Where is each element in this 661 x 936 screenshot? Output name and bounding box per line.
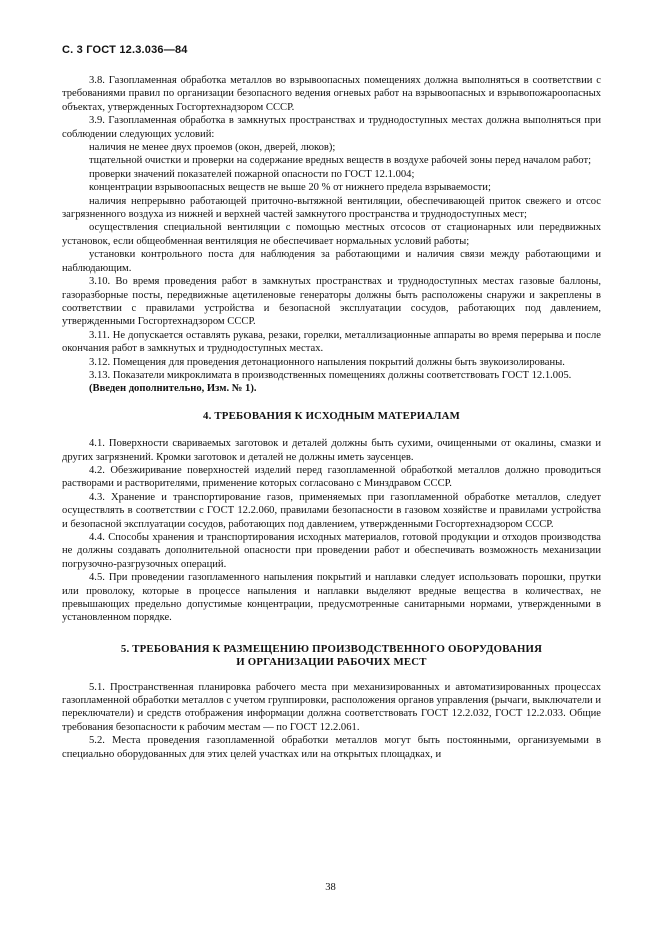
paragraph-4-1: 4.1. Поверхности свариваемых заготовок и деталей должны быть сухими, очищенными от окалины, смазки и других загрязнений. Кромки заготовок и деталей не должны иметь заусенцев. xyxy=(62,438,601,463)
spacer xyxy=(62,625,601,643)
list-item: наличия не менее двух проемов (окон, дверей, люков); xyxy=(89,142,336,154)
list-item: установки контрольного поста для наблюдения за работающими и наличия связи между работающими и наблюдающим. xyxy=(62,249,601,274)
paragraph-3-12: 3.12. Помещения для проведения детонационного напыления покрытий должны быть звукоизолированы. xyxy=(89,356,565,368)
list-item: наличия непрерывно работающей приточно-вытяжной вентиляции, обеспечивающей приток свежего и отсос загрязненного воздуха из нижней и верхней частей замкнутого пространства и труднодоступных мест; xyxy=(62,195,601,221)
paragraph-5-2: 5.2. Места проведения газопламенной обработки металлов могут быть постоянными, организуемыми в специально оборудованных для этих целей участках или на открытых площадках, и xyxy=(62,735,601,760)
paragraph-3-10: 3.10. Во время проведения работ в замкнутых пространствах и труднодоступных местах газовые баллоны, газоразборные посты, передвижные ацетиленовые генераторы должны быть расположены снаружи и закреплены в соответствии с правилами устройства и безопасной эксплуатации сосудов, работающих под давлением, утвержденными Госгортехнадзором СССР. xyxy=(62,276,601,328)
list-item: проверки значений показателей пожарной опасности по ГОСТ 12.1.004; xyxy=(89,168,415,180)
paragraph-4-2: 4.2. Обезжиривание поверхностей изделий перед газопламенной обработкой металлов должно проводиться растворами и растворителями, применение которых согласовано с Минздравом СССР. xyxy=(62,464,601,490)
spacer xyxy=(62,396,601,410)
list-item: осуществления специальной вентиляции с помощью местных отсосов от стационарных или передвижных установок, если общеобменная вентиляция не обеспечивает нормальных условий работы; xyxy=(62,222,601,247)
page-header: С. 3 ГОСТ 12.3.036—84 xyxy=(62,44,188,56)
section-4-title: 4. ТРЕБОВАНИЯ К ИСХОДНЫМ МАТЕРИАЛАМ xyxy=(202,409,460,422)
list-item: концентрации взрывоопасных веществ не выше 20 % от нижнего предела взрываемости; xyxy=(89,182,491,194)
amendment-note: (Введен дополнительно, Изм. № 1). xyxy=(89,383,257,395)
paragraph-3-11: 3.11. Не допускается оставлять рукава, резаки, горелки, металлизационные аппараты во время перерыва и после окончания работ в замкнутых и труднодоступных местах. xyxy=(62,329,601,355)
spacer xyxy=(62,423,601,437)
paragraph-4-4: 4.4. Способы хранения и транспортирования исходных материалов, готовой продукции и отходов производства не должны создавать дополнительной опасности при проведении работ и обеспечивать возможность механизации погрузочно-разгрузочных операций. xyxy=(62,532,601,570)
paragraph-4-5: 4.5. При проведении газопламенного напыления покрытий и наплавки следует использовать порошки, прутки или проволоку, которые в процессе напыления и наплавки выделяют вредные вещества в количествах, не превышающих предельно допустимые концентрации, предусмотренные санитарными нормами, утвержденными в установленном порядке. xyxy=(62,572,601,624)
document-body xyxy=(62,74,601,761)
paragraph-5-1: 5.1. Пространственная планировка рабочего места при механизированных и автоматизированных процессах газопламенной обработки металлов с учетом группировки, расположения органов управления (рычаги, выключатели и переключатели) и средств отображения информации должна соответствовать ГОСТ 12.2.032, ГОСТ 12.2.033. Общие требования безопасности к рабочим местам — по ГОСТ 12.2.061. xyxy=(62,681,601,733)
paragraph-3-9: 3.9. Газопламенная обработка в замкнутых пространствах и труднодоступных местах должна выполняться при соблюдении следующих условий: xyxy=(62,115,601,140)
paragraph-3-8: 3.8. Газопламенная обработка металлов во взрывоопасных помещениях должна выполняться в соответствии с требованиями правил по организации безопасного ведения огневых работ на взрывоопасных и взрывопожароопасных объектах, утвержденных Госгортехнадзором СССР. xyxy=(62,75,601,113)
paragraph-4-3: 4.3. Хранение и транспортирование газов, применяемых при газопламенной обработке металлов, следует осуществлять в соответствии с ГОСТ 12.2.060, правилами безопасности в газовом хозяйстве и правилами устройства и безопасной эксплуатации сосудов, работающих под давлением, утвержденными Госгортехнадзором СССР. xyxy=(62,491,601,530)
section-5-title-line-2: И ОРГАНИЗАЦИИ РАБОЧИХ МЕСТ xyxy=(236,656,427,669)
list-item: тщательной очистки и проверки на содержание вредных веществ в воздухе рабочей зоны перед началом работ; xyxy=(89,155,592,167)
page-number: 38 xyxy=(325,882,336,893)
paragraph-3-13: 3.13. Показатели микроклимата в производственных помещениях должны соответствовать ГОСТ 12.1.005. xyxy=(89,369,572,381)
section-5-title: 5. ТРЕБОВАНИЯ К РАЗМЕЩЕНИЮ ПРОИЗВОДСТВЕННОГО ОБОРУДОВАНИЯ xyxy=(120,642,543,655)
spacer xyxy=(62,670,601,681)
